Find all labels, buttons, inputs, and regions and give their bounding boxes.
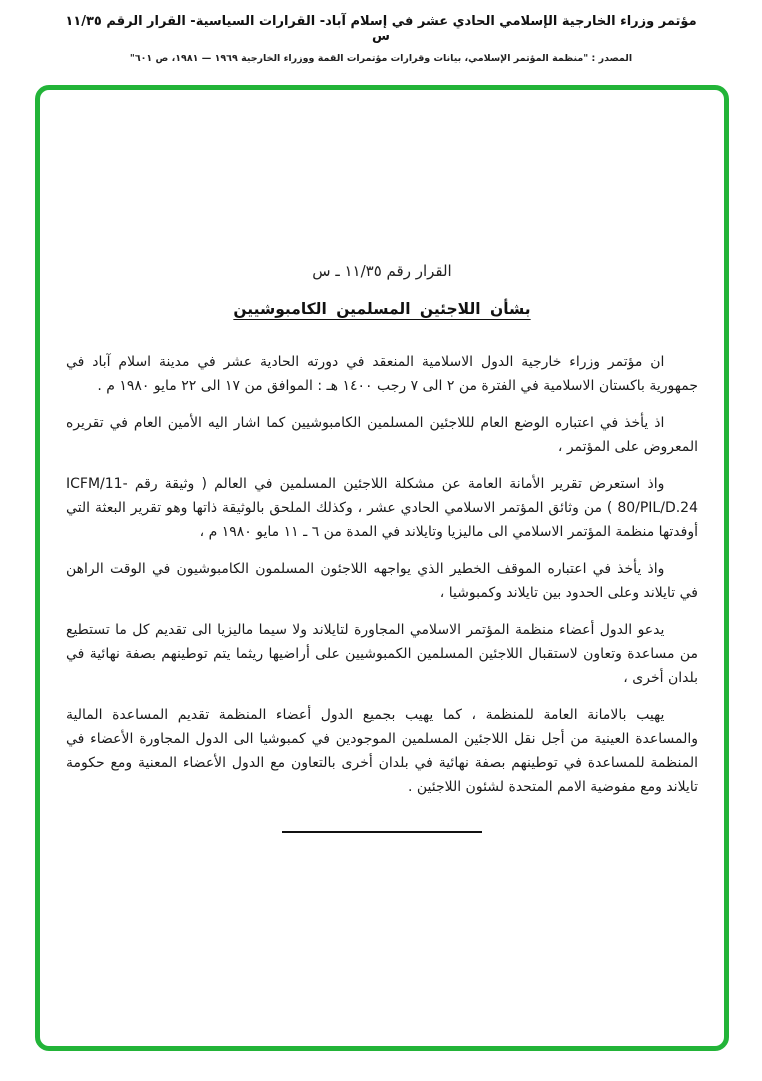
paragraph-grave-situation: واذ يأخذ في اعتباره الموقف الخطير الذي يواجهه اللاجئون المسلمون الكامبوشيون في الوقت الراهن في تايلاند وعلى الحدود بين تايلاند وكمبوشيا ، [66,561,698,601]
paragraph-preamble: ان مؤتمر وزراء خارجية الدول الاسلامية المنعقد في دورته الحادية عشر في مدينة اسلام آباد في جمهورية باكستان الاسلامية في الفترة من ٢ الى ٧ رجب ١٤٠٠ هـ : الموافق من ١٧ الى ٢٢ مايو ١٩٨٠ م . [66,354,698,394]
header-title: مؤتمر وزراء الخارجية الإسلامي الحادي عشر في إسلام آباد- القرارات السياسية- القرار الرقم ١١/٣٥ س [65,14,697,44]
document-frame [35,85,729,1051]
header-source-line: المصدر : "منظمة المؤتمر الإسلامي، بيانات وقرارات مؤتمرات القمة ووزراء الخارجية ١٩٦٩ — ١٩٨١، ص ٦٠١" [129,53,633,64]
page-header [0,0,762,64]
paragraph-considering-situation: اذ يأخذ في اعتباره الوضع العام لللاجئين المسلمين الكامبوشيين كما اشار اليه الأمين العام في تقريره المعروض على المؤتمر ، [66,415,698,455]
document-body [40,90,724,833]
resolution-number: القرار رقم ١١/٣٥ ـ س [312,262,452,280]
resolution-subject: بشأن اللاجئين المسلمين الكامبوشيين [233,300,531,318]
paragraph-reviewed-report: واذ استعرض تقرير الأمانة العامة عن مشكلة اللاجئين المسلمين في العالم ( وثيقة رقم ICFM/11-80/PIL/D.24 ) من وثائق المؤتمر الاسلامي الحادي عشر ، وكذلك الملحق بالوثيقة ذاتها وهو تقرير البعثة التي أوفدتها منظمة المؤتمر الاسلامي الى ماليزيا وتايلاند في المدة من ٦ ـ ١١ مايو ١٩٨٠ م ، [66,476,698,540]
paragraph-calls-upon: يدعو الدول أعضاء منظمة المؤتمر الاسلامي المجاورة لتايلاند ولا سيما ماليزيا الى تقديم كل ما تستطيع من مساعدة وتعاون لاستقبال اللاجئين المسلمين الكمبوشيين على أراضيها ريثما يتم توطينهم بصفة نهائية في بلدان أخرى ، [66,622,698,686]
signature-line [282,831,482,833]
paragraph-appeals: يهيب بالامانة العامة للمنظمة ، كما يهيب بجميع الدول أعضاء المنظمة تقديم المساعدة المالية والمساعدة العينية من أجل نقل اللاجئين المسلمين الموجودين في كمبوشيا الى الدول المجاورة الأعضاء في المنظمة للمساعدة في توطينهم بصفة نهائية في بلدان أخرى بالتعاون مع الدول الأعضاء المعنية ومع حكومة تايلاند ومع مفوضية الامم المتحدة لشئون اللاجئين . [66,707,698,795]
